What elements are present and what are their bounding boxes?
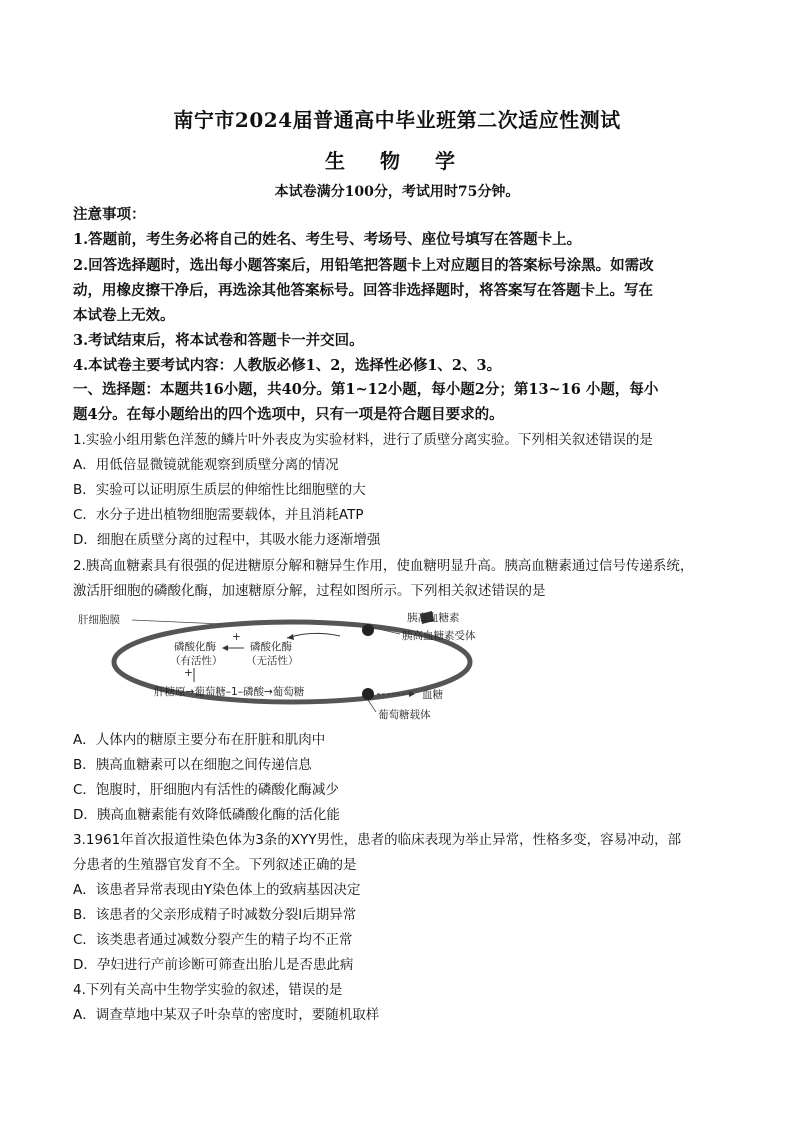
instruction-2b: 动，用橡皮擦干净后，再选涂其他答案标号。回答非选择题时，将答案写在答题卡上。写在 bbox=[73, 282, 653, 299]
enzyme-inactive-state: （无活性） bbox=[246, 655, 299, 667]
instruction-3: 3.考试结束后，将本试卷和答题卡一并交回。 bbox=[73, 332, 364, 349]
q1-option-b: B．实验可以证明原生质层的伸缩性比细胞壁的大 bbox=[73, 482, 366, 498]
q2-option-c: C．饱腹时，肝细胞内有活性的磷酸化酶减少 bbox=[73, 782, 339, 798]
enzyme-active-state: （有活性） bbox=[170, 655, 223, 667]
transporter-icon bbox=[362, 688, 374, 700]
instruction-2a: 2.回答选择题时，选出每小题答案后，用铅笔把答题卡上对应题目的答案标号涂黑。如需改 bbox=[73, 257, 654, 274]
instruction-2c: 本试卷上无效。 bbox=[73, 307, 175, 324]
plus-sign-2: + bbox=[184, 667, 193, 679]
receptor-label: 胰高血糖素受体 bbox=[402, 630, 476, 642]
q3-stem-2: 分患者的生殖器官发育不全。下列叙述正确的是 bbox=[73, 857, 357, 873]
plus-sign-1: + bbox=[232, 631, 241, 643]
glucagon-diagram bbox=[72, 606, 502, 724]
pathway-text: 肝糖原→葡萄糖–1–磷酸→葡萄糖 bbox=[154, 686, 305, 698]
q2-option-d: D．胰高血糖素能有效降低磷酸化酶的活化能 bbox=[73, 807, 340, 823]
enzyme-active-label: 磷酸化酶 bbox=[174, 641, 216, 653]
q2-option-a: A．人体内的糖原主要分布在肝脏和肌肉中 bbox=[73, 732, 326, 748]
instruction-1: 1.答题前，考生务必将自己的姓名、考生号、考场号、座位号填写在答题卡上。 bbox=[73, 231, 582, 248]
glucagon-label: 胰高血糖素 bbox=[407, 612, 460, 624]
q2-stem-2: 激活肝细胞的磷酸化酶，加速糖原分解，过程如图所示。下列相关叙述错误的是 bbox=[73, 583, 546, 599]
instruction-4: 4.本试卷主要考试内容：人教版必修1、2，选择性必修1、2、3。 bbox=[73, 357, 502, 374]
q2-stem-1: 2.胰高血糖素具有很强的促进糖原分解和糖异生作用，使血糖明显升高。胰高血糖素通过信号传递系统， bbox=[73, 558, 694, 574]
q3-option-a: A．该患者异常表现由Y染色体上的致病基因决定 bbox=[73, 882, 361, 898]
q4-option-a: A．调查草地中某双子叶杂草的密度时，要随机取样 bbox=[73, 1007, 380, 1023]
q4-stem: 4.下列有关高中生物学实验的叙述，错误的是 bbox=[73, 982, 343, 998]
q1-option-d: D．细胞在质壁分离的过程中，其吸水能力逐渐增强 bbox=[73, 532, 381, 548]
exam-note: 本试卷满分100分，考试用时75分钟。 bbox=[274, 184, 520, 200]
membrane-pointer bbox=[132, 620, 222, 624]
q3-option-d: D．孕妇进行产前诊断可筛查出胎儿是否患此病 bbox=[73, 957, 354, 973]
signal-arrow bbox=[287, 633, 340, 638]
transporter-pointer bbox=[368, 700, 376, 712]
blood-sugar-label: 血糖 bbox=[422, 689, 443, 701]
q1-option-a: A．用低倍显微镜就能观察到质壁分离的情况 bbox=[73, 457, 339, 473]
q1-stem: 1.实验小组用紫色洋葱的鳞片叶外表皮为实验材料，进行了质壁分离实验。下列相关叙述错误的是 bbox=[73, 432, 653, 448]
section-1-line-2: 题4分。在每小题给出的四个选项中，只有一项是符合题目要求的。 bbox=[73, 406, 504, 423]
subject-title: 生 物 学 bbox=[325, 149, 469, 173]
q3-option-c: C．该类患者通过减数分裂产生的精子均不正常 bbox=[73, 932, 353, 948]
activation-arrowhead bbox=[222, 645, 228, 651]
membrane-label: 肝细胞膜 bbox=[78, 614, 120, 626]
q2-option-b: B．胰高血糖素可以在细胞之间传递信息 bbox=[73, 757, 312, 773]
transporter-label: 葡萄糖载体 bbox=[378, 709, 431, 721]
instructions-heading: 注意事项： bbox=[73, 206, 146, 223]
enzyme-inactive-label: 磷酸化酶 bbox=[250, 641, 292, 653]
q1-option-c: C．水分子进出植物细胞需要载体，并且消耗ATP bbox=[73, 507, 364, 523]
exam-title: 南宁市2024届普通高中毕业班第二次适应性测试 bbox=[173, 108, 621, 132]
q3-stem-1: 3.1961年首次报道性染色体为3条的XYY男性，患者的临床表现为举止异常，性格多变，容易冲动，部 bbox=[73, 832, 682, 848]
receptor-icon bbox=[362, 624, 374, 636]
q3-option-b: B．该患者的父亲形成精子时减数分裂Ⅰ后期异常 bbox=[73, 907, 357, 923]
signal-arrowhead bbox=[287, 634, 294, 640]
section-1-line-1: 一、选择题：本题共16小题，共40分。第1~12小题，每小题2分；第13~16 小题，每小 bbox=[73, 381, 659, 398]
